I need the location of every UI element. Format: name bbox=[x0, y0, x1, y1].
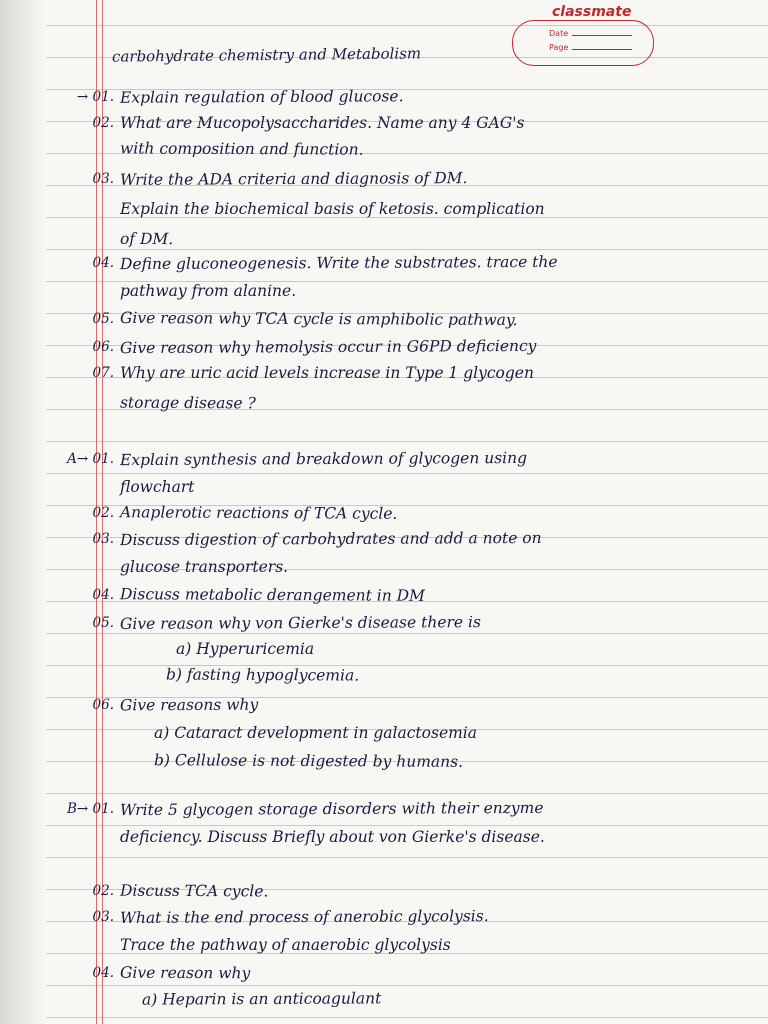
question-text: a) Heparin is an anticoagulant bbox=[141, 989, 382, 1009]
question-number: 02. bbox=[92, 505, 114, 521]
question-text: Define gluconeogenesis. Write the substrates. trace the bbox=[119, 252, 558, 274]
question-number bbox=[44, 276, 114, 306]
question-text: Write 5 glycogen storage disorders with their enzyme bbox=[119, 798, 544, 820]
question-text: Discuss metabolic derangement in DM bbox=[119, 585, 425, 605]
question-number: 05. bbox=[92, 615, 114, 631]
date-page-box bbox=[512, 20, 654, 66]
question-text: What are Mucopolysaccharides. Name any 4 GAG's bbox=[120, 114, 525, 132]
question-number bbox=[44, 718, 114, 748]
question-text: Give reason why bbox=[119, 963, 251, 983]
question-number: 03. bbox=[92, 531, 114, 547]
question-number bbox=[44, 930, 114, 960]
question-number: 07. bbox=[92, 365, 114, 381]
page-field bbox=[549, 43, 632, 52]
page-title: carbohydrate chemistry and Metabolism bbox=[111, 44, 422, 66]
date-field bbox=[549, 29, 632, 38]
question-text: Explain synthesis and breakdown of glycogen using bbox=[119, 448, 528, 470]
question-text: a) Hyperuricemia bbox=[176, 640, 315, 658]
question-text: Explain regulation of blood glucose. bbox=[119, 87, 404, 107]
question-number: 06. bbox=[92, 339, 114, 355]
question-number: 04. bbox=[92, 587, 114, 603]
question-number: 04. bbox=[92, 255, 114, 271]
question-text: Explain the biochemical basis of ketosis. complication bbox=[120, 200, 545, 218]
question-text: a) Cataract development in galactosemia bbox=[154, 724, 478, 742]
question-number bbox=[44, 822, 114, 852]
question-number: 03. bbox=[92, 909, 114, 925]
question-number: A→ 01. bbox=[67, 451, 114, 467]
question-text: Anaplerotic reactions of TCA cycle. bbox=[119, 503, 398, 523]
page-label: Page bbox=[549, 43, 569, 52]
question-text: Trace the pathway of anaerobic glycolysis bbox=[120, 936, 451, 954]
question-text: pathway from alanine. bbox=[120, 282, 297, 300]
question-text: Discuss digestion of carbohydrates and add a note on bbox=[119, 528, 542, 550]
question-text: Discuss TCA cycle. bbox=[119, 881, 269, 901]
question-text: Why are uric acid levels increase in Type 1 glycogen bbox=[120, 364, 534, 382]
question-text: What is the end process of anerobic glycolysis. bbox=[119, 907, 489, 927]
question-number bbox=[44, 194, 114, 224]
question-number: B→ 01. bbox=[67, 801, 114, 817]
question-text: of DM. bbox=[119, 229, 174, 249]
question-number: 06. bbox=[92, 697, 114, 713]
question-number bbox=[44, 984, 114, 1014]
question-number bbox=[44, 746, 114, 776]
question-number bbox=[44, 660, 114, 690]
question-number: 03. bbox=[92, 171, 114, 187]
question-text: b) Cellulose is not digested by humans. bbox=[153, 751, 464, 771]
question-text: flowchart bbox=[120, 478, 195, 496]
question-number: 02. bbox=[92, 115, 114, 131]
question-text: with composition and function. bbox=[119, 139, 364, 159]
question-text: Give reason why hemolysis occur in G6PD deficiency bbox=[119, 336, 537, 358]
question-number bbox=[44, 134, 114, 164]
question-number: 02. bbox=[92, 883, 114, 899]
question-number: → 01. bbox=[76, 89, 114, 105]
question-text: storage disease ? bbox=[119, 393, 256, 413]
question-number: 04. bbox=[92, 965, 114, 981]
question-number bbox=[44, 552, 114, 582]
question-text: Give reason why von Gierke's disease there is bbox=[119, 613, 481, 633]
question-text: Write the ADA criteria and diagnosis of DM. bbox=[119, 169, 468, 189]
question-number bbox=[44, 388, 114, 418]
question-text: Give reason why TCA cycle is amphibolic pathway. bbox=[119, 308, 518, 330]
question-text: Give reasons why bbox=[119, 695, 259, 715]
notebook-binding bbox=[0, 0, 46, 1024]
date-label: Date bbox=[549, 29, 569, 38]
question-text: deficiency. Discuss Briefly about von Gierke's disease. bbox=[120, 828, 545, 846]
question-text: b) fasting hypoglycemia. bbox=[165, 665, 360, 685]
brand-logo: classmate bbox=[552, 4, 632, 20]
question-number: 05. bbox=[92, 311, 114, 327]
question-text: glucose transporters. bbox=[120, 558, 289, 576]
